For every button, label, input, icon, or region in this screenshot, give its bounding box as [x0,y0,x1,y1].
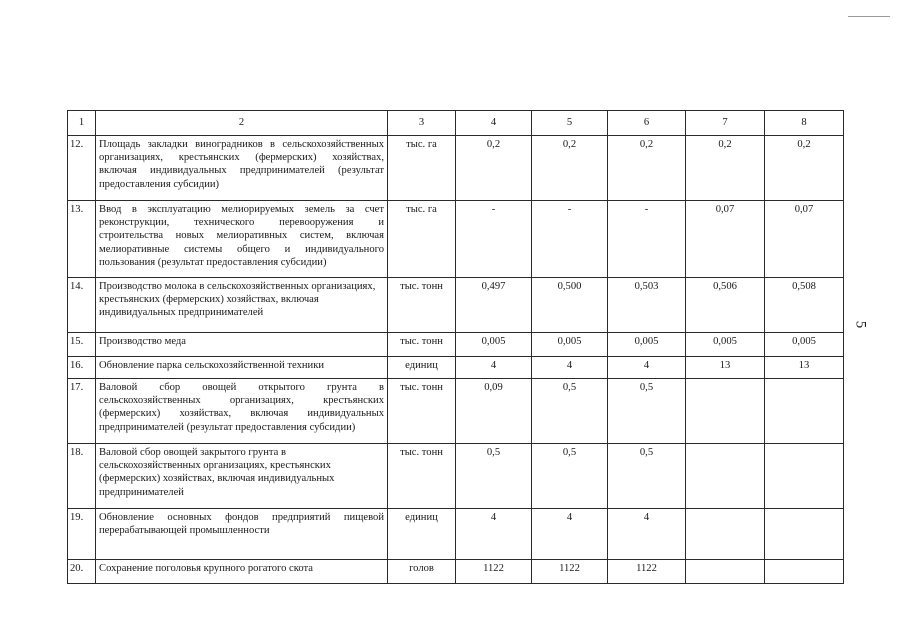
value-col-6: 0,2 [608,136,686,201]
value-col-8: 0,508 [765,278,844,333]
value-col-4: 4 [456,509,532,560]
header-cell-2: 2 [96,111,388,136]
value-col-6: 0,005 [608,333,686,357]
table-row [68,444,844,509]
value-col-6: 0,5 [608,444,686,509]
value-col-7: 0,2 [686,136,765,201]
indicator-name: Площадь закладки виноградников в сельскохозяйственных организациях, крестьянских (фермерских) хозяйствах, включая индивидуальных предпринимателей (результат предоставления субсидии) [96,136,388,201]
header-cell-6: 6 [608,111,686,136]
value-col-4: 1122 [456,560,532,584]
unit-cell: единиц [388,509,456,560]
row-number: 18. [68,444,96,509]
value-col-5: 0,5 [532,444,608,509]
value-col-7 [686,444,765,509]
table-row [68,509,844,560]
value-col-5: 0,005 [532,333,608,357]
header-cell-1: 1 [68,111,96,136]
row-number: 15. [68,333,96,357]
value-col-4: 0,5 [456,444,532,509]
value-col-5: - [532,201,608,278]
indicator-name: Ввод в эксплуатацию мелиорируемых земель за счет реконструкции, технического перевооружения и строительства новых мелиоративных систем, включая мелиоративные системы общего и индивидуального пользования (результат предоставления субсидии) [96,201,388,278]
value-col-6: 1122 [608,560,686,584]
unit-cell: тыс. тонн [388,379,456,444]
header-cell-8: 8 [765,111,844,136]
scan-edge-mark [848,16,890,17]
unit-cell: тыс. га [388,201,456,278]
unit-cell: тыс. га [388,136,456,201]
table-row [68,201,844,278]
value-col-6: 4 [608,357,686,379]
value-col-7: 0,005 [686,333,765,357]
value-col-5: 4 [532,509,608,560]
value-col-5: 1122 [532,560,608,584]
value-col-4: 4 [456,357,532,379]
table-row [68,333,844,357]
header-cell-5: 5 [532,111,608,136]
table-row [68,278,844,333]
value-col-8 [765,444,844,509]
value-col-6: 0,5 [608,379,686,444]
header-cell-4: 4 [456,111,532,136]
value-col-7: 13 [686,357,765,379]
value-col-8: 13 [765,357,844,379]
value-col-6: - [608,201,686,278]
row-number: 19. [68,509,96,560]
value-col-7 [686,379,765,444]
value-col-8 [765,379,844,444]
row-number: 17. [68,379,96,444]
value-col-7 [686,560,765,584]
row-number: 20. [68,560,96,584]
page-number: 5 [852,320,869,329]
row-number: 12. [68,136,96,201]
unit-cell: тыс. тонн [388,278,456,333]
indicators-table [67,110,844,584]
indicator-name: Валовой сбор овощей открытого грунта в сельскохозяйственных организациях, крестьянских (фермерских) хозяйствах, включая индивидуальных предпринимателей (результат предоставления субсидии) [96,379,388,444]
value-col-8: 0,2 [765,136,844,201]
value-col-8: 0,005 [765,333,844,357]
row-number: 14. [68,278,96,333]
unit-cell: голов [388,560,456,584]
indicator-name: Сохранение поголовья крупного рогатого скота [96,560,388,584]
unit-cell: тыс. тонн [388,444,456,509]
indicator-name: Валовой сбор овощей закрытого грунта в сельскохозяйственных организациях, крестьянских (фермерских) хозяйствах, включая индивидуальных предпринимателей [96,444,388,509]
indicator-name: Обновление основных фондов предприятий пищевой перерабатывающей промышленности [96,509,388,560]
value-col-7: 0,506 [686,278,765,333]
table-row [68,357,844,379]
value-col-5: 0,5 [532,379,608,444]
value-col-4: - [456,201,532,278]
table-header-row [68,111,844,136]
value-col-5: 0,2 [532,136,608,201]
value-col-5: 4 [532,357,608,379]
table-row [68,136,844,201]
table-row [68,560,844,584]
value-col-4: 0,497 [456,278,532,333]
row-number: 13. [68,201,96,278]
row-number: 16. [68,357,96,379]
table-row [68,379,844,444]
value-col-7 [686,509,765,560]
value-col-4: 0,09 [456,379,532,444]
indicators-table-container [67,110,844,584]
value-col-8 [765,560,844,584]
header-cell-7: 7 [686,111,765,136]
value-col-5: 0,500 [532,278,608,333]
indicator-name: Обновление парка сельскохозяйственной техники [96,357,388,379]
unit-cell: тыс. тонн [388,333,456,357]
unit-cell: единиц [388,357,456,379]
indicator-name: Производство молока в сельскохозяйственных организациях, крестьянских (фермерских) хозяйствах, включая индивидуальных предпринимателей [96,278,388,333]
value-col-4: 0,2 [456,136,532,201]
value-col-6: 0,503 [608,278,686,333]
value-col-8 [765,509,844,560]
header-cell-3: 3 [388,111,456,136]
value-col-8: 0,07 [765,201,844,278]
value-col-7: 0,07 [686,201,765,278]
value-col-4: 0,005 [456,333,532,357]
value-col-6: 4 [608,509,686,560]
indicator-name: Производство меда [96,333,388,357]
